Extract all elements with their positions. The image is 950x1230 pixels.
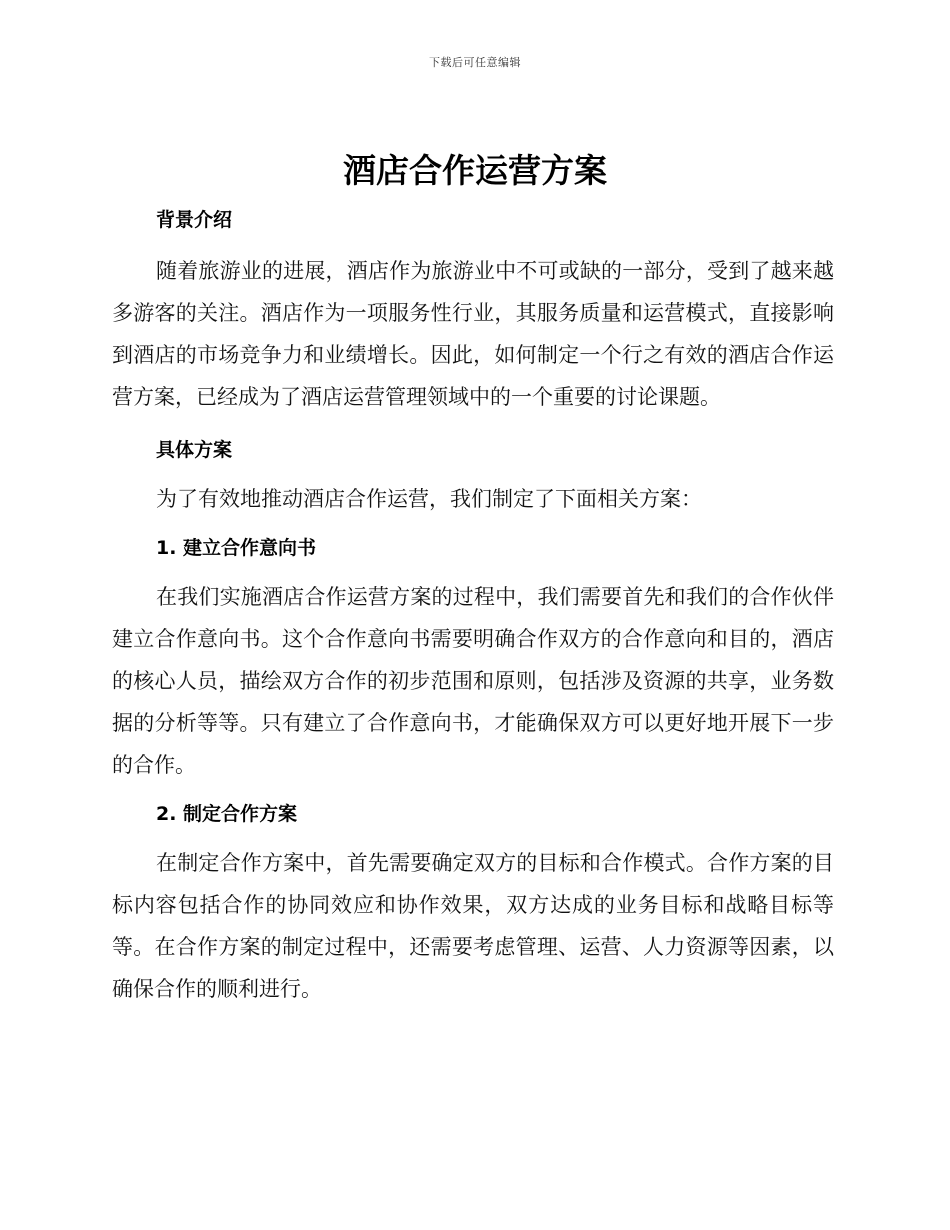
section-heading-plan: 具体方案 bbox=[156, 439, 233, 461]
paragraph-background: 随着旅游业的进展，酒店作为旅游业中不可或缺的一部分，受到了越来越多游客的关注。酒店作为一项服务性行业，其服务质量和运营模式，直接影响到酒店的市场竞争力和业绩增长。因此，如何制定一个行之有效的酒店合作运营方案，已经成为了酒店运营管理领域中的一个重要的讨论课题。 bbox=[112, 259, 834, 409]
section-heading-background: 背景介绍 bbox=[156, 209, 233, 231]
paragraph-plan-intro: 为了有效地推动酒店合作运营，我们制定了下面相关方案： bbox=[156, 487, 702, 511]
document-body bbox=[112, 202, 834, 1010]
document-title: 酒店合作运营方案 bbox=[343, 151, 607, 190]
header-note: 下载后可任意编辑 bbox=[429, 56, 521, 69]
paragraph-cooperation-plan: 在制定合作方案中，首先需要确定双方的目标和合作模式。合作方案的目标内容包括合作的协同效应和协作效果，双方达成的业务目标和战略目标等等。在合作方案的制定过程中，还需要考虑管理、运营、人力资源等因素，以确保合作的顺利进行。 bbox=[112, 851, 834, 1001]
section-heading-cooperation-plan: 2. 制定合作方案 bbox=[156, 803, 298, 825]
section-heading-intent-letter: 1. 建立合作意向书 bbox=[156, 537, 317, 559]
paragraph-intent-letter: 在我们实施酒店合作运营方案的过程中，我们需要首先和我们的合作伙伴建立合作意向书。这个合作意向书需要明确合作双方的合作意向和目的，酒店的核心人员，描绘双方合作的初步范围和原则，包括涉及资源的共享，业务数据的分析等等。只有建立了合作意向书，才能确保双方可以更好地开展下一步的合作。 bbox=[112, 585, 834, 777]
